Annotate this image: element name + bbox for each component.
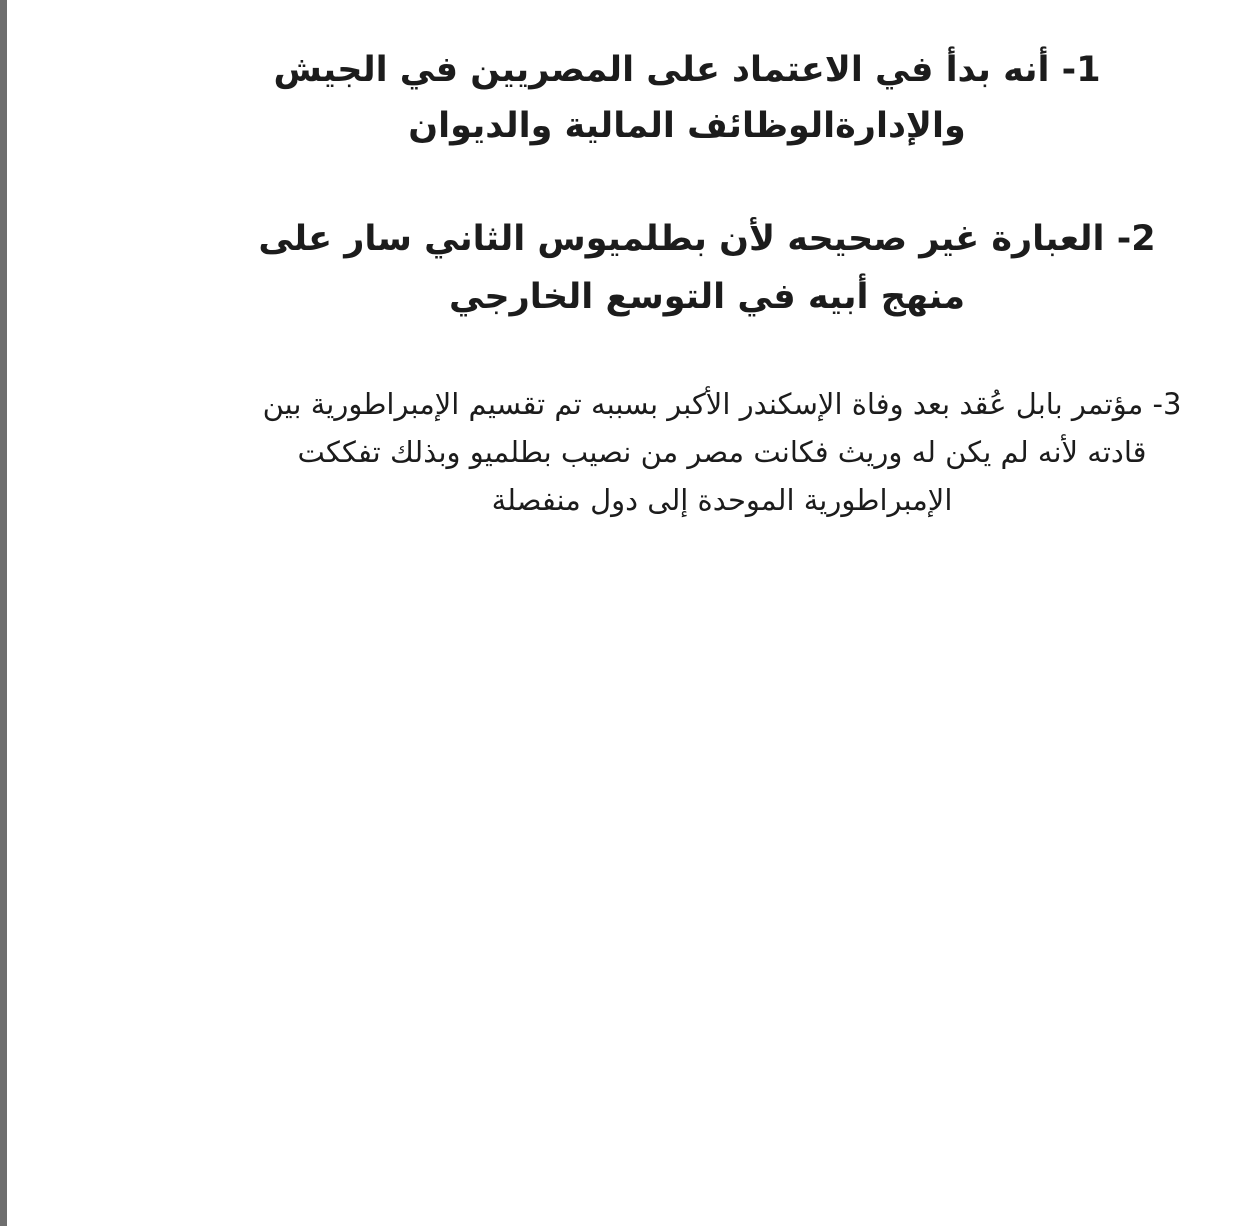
- answer-3-number: 3-: [1152, 387, 1182, 421]
- answer-2-number: 2-: [1116, 219, 1156, 259]
- page-left-border: [0, 0, 7, 1226]
- answer-3-text: مؤتمر بابل عُقد بعد وفاة الإسكندر الأكبر بسببه تم تقسيم الإمبراطورية بين قادته لأنه لم يكن له وريث فكانت مصر من نصيب بطلميو وبذلك تفككت الإمبراطورية الموحدة إلى دول منفصلة: [262, 387, 1147, 517]
- answer-2: [227, 210, 1187, 326]
- answer-1-number: 1-: [1061, 50, 1101, 90]
- answer-1: [247, 42, 1127, 154]
- answer-3: [247, 380, 1197, 524]
- answer-2-text: العبارة غير صحيحه لأن بطلميوس الثاني سار على منهج أبيه في التوسع الخارجي: [258, 219, 1105, 317]
- document-page: [7, 0, 1236, 1226]
- answer-1-text: أنه بدأ في الاعتماد على المصريين في الجيش والإدارةالوظائف المالية والديوان: [273, 50, 1050, 146]
